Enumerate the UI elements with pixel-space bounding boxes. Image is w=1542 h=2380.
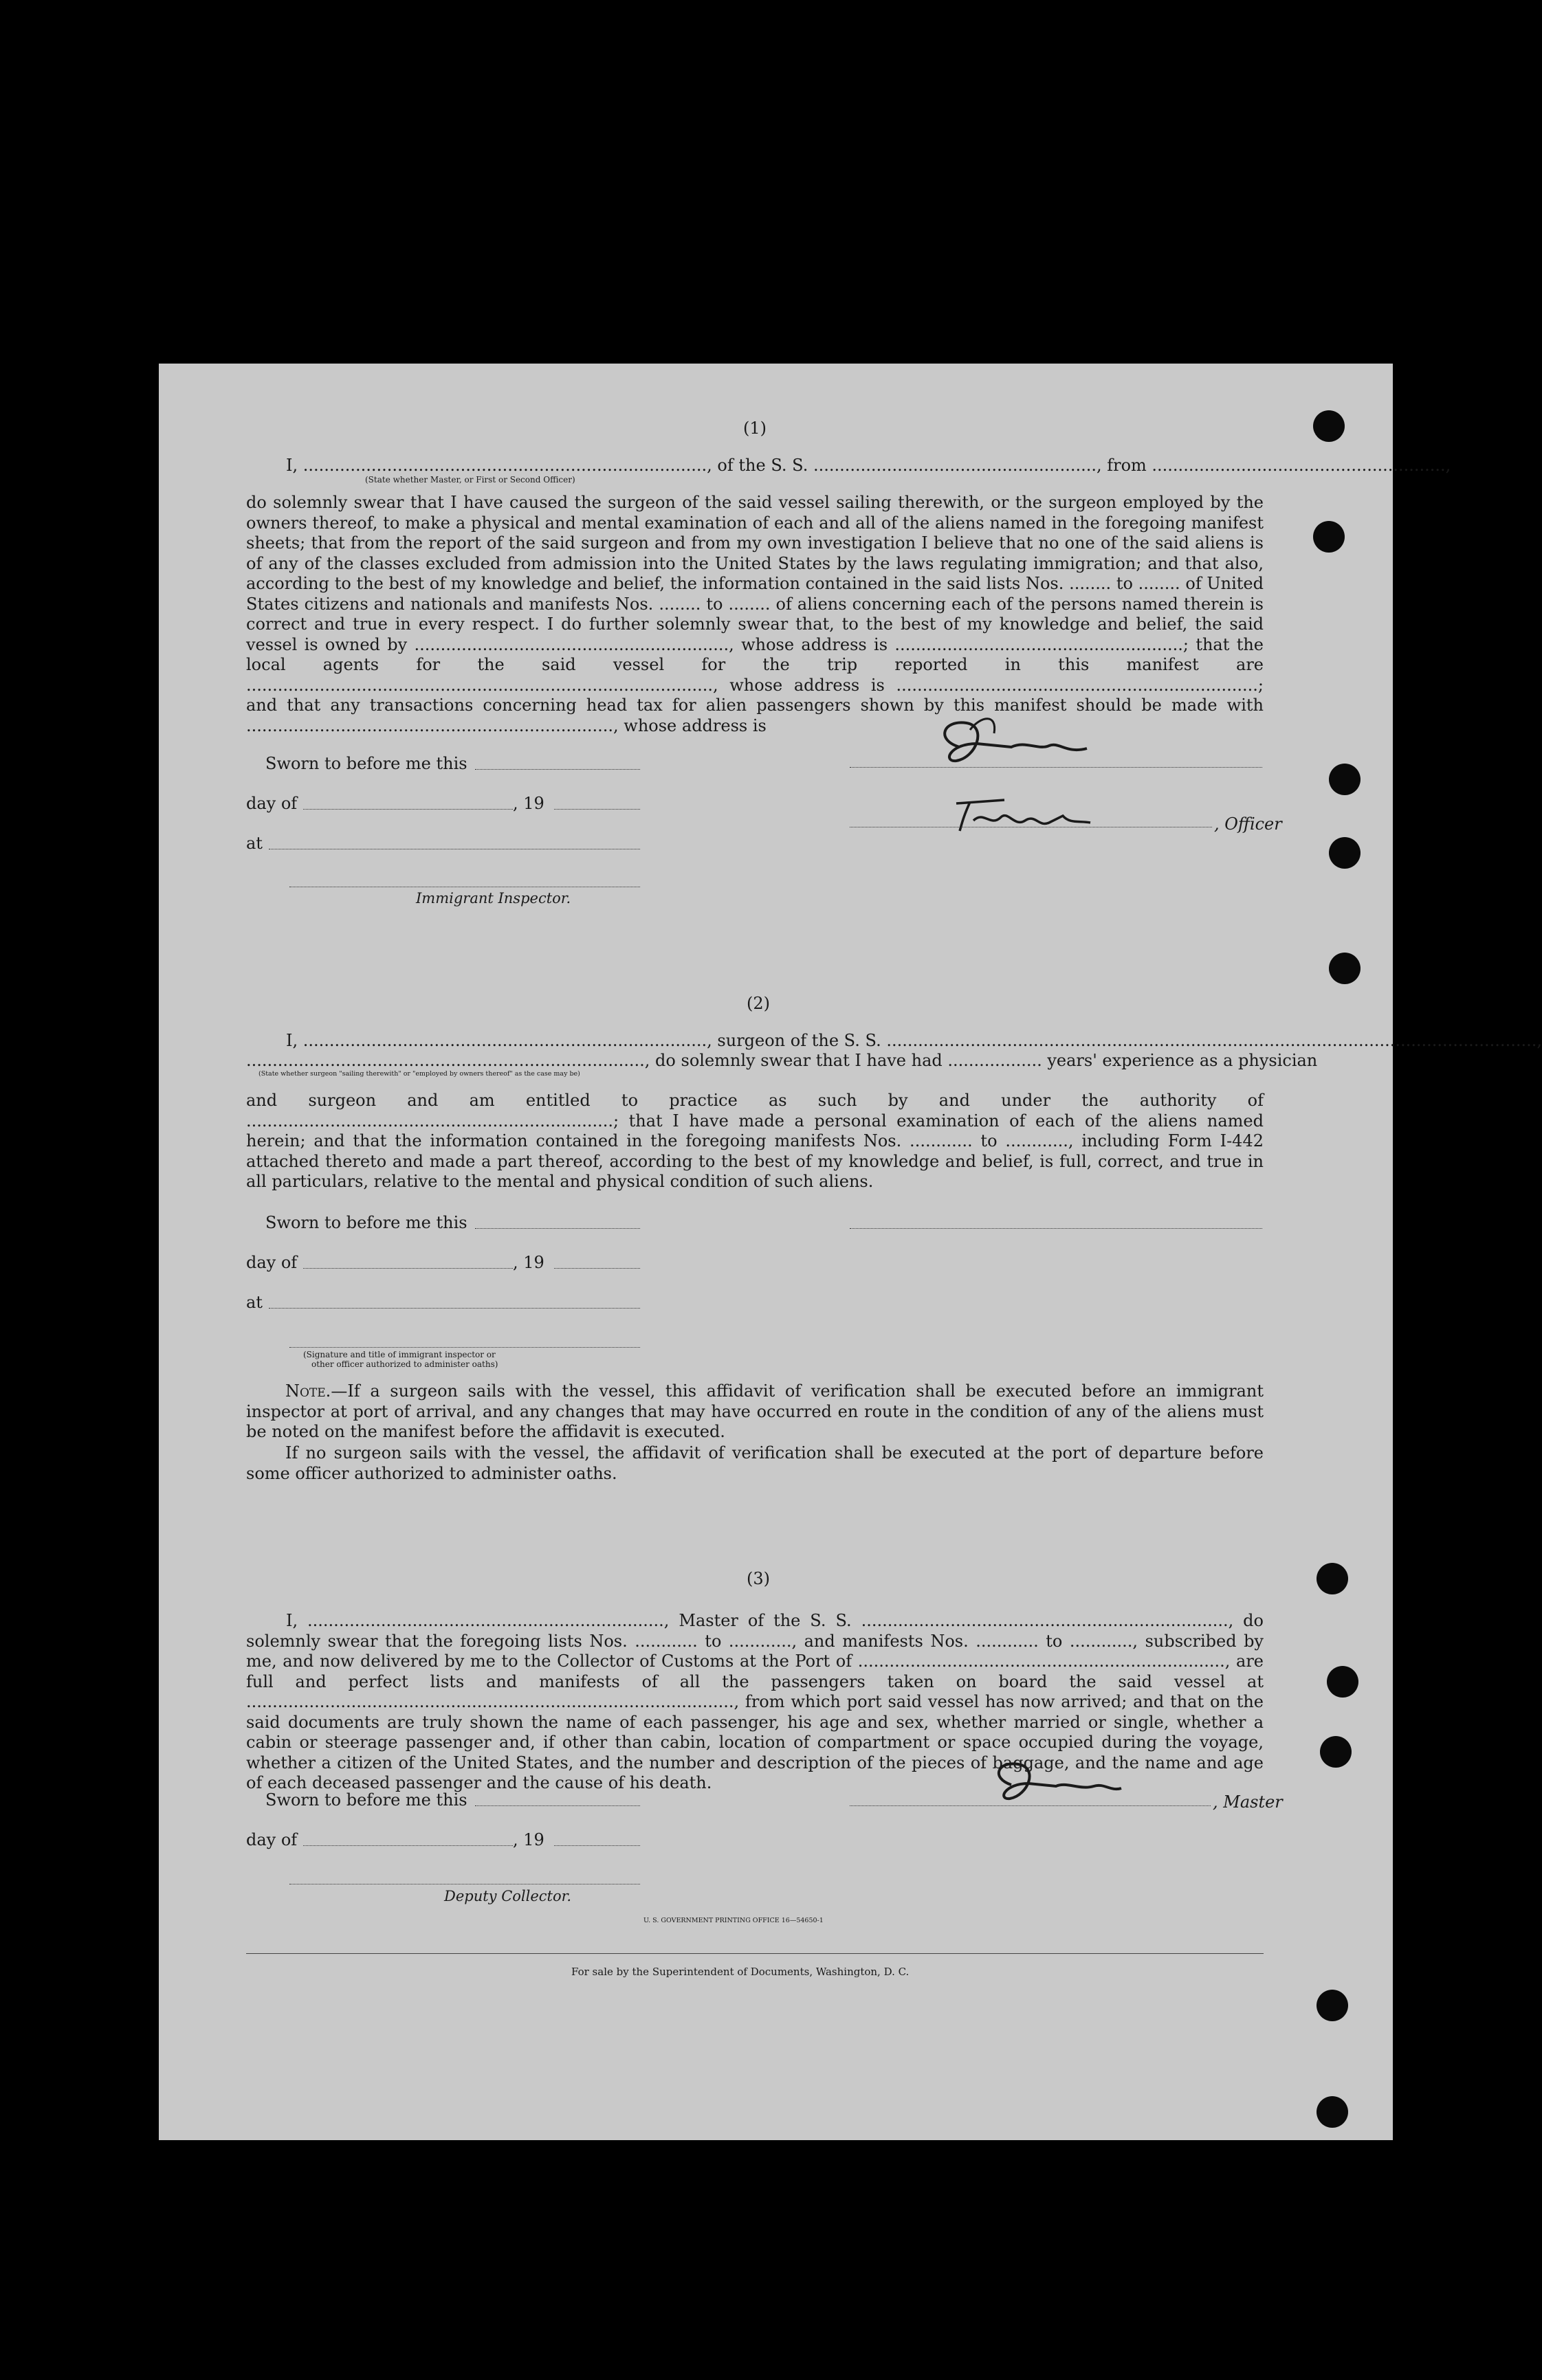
punch-hole	[1317, 2096, 1348, 2128]
punch-hole	[1329, 953, 1361, 984]
punch-hole	[1327, 1666, 1358, 1698]
section-2-surgeon-signature-line[interactable]	[850, 1228, 1262, 1229]
section-1-day-line[interactable]	[303, 809, 513, 810]
section-2-first-line: I, ............................................................................., surgeon of the S. S. ............................................................................................................................,	[286, 1031, 1542, 1050]
section-2-note-2: If no surgeon sails with the vessel, the affidavit of verification shall be executed at the port of departure before some officer authorized to administer oaths.	[246, 1443, 1264, 1483]
punch-hole	[1329, 764, 1361, 795]
section-2-signature-hint-2: other officer authorized to administer oaths)	[311, 1359, 498, 1369]
section-2-oath-text: and surgeon and am entitled to practice as such by and under the authority of ......................................................................; that I have made a personal examination of each of the aliens named herein; and that the information contained in the foregoing manifests Nos. ............ to ............, including Form I-442 attached thereto and made a part thereof, according to the best of my knowledge and belief, is full, correct, and true in all particulars, relative to the mental and physical condition of such aliens.	[246, 1091, 1264, 1191]
gpo-imprint: U. S. GOVERNMENT PRINTING OFFICE 16—54650-1	[643, 1917, 824, 1924]
section-1-officer-label: , Officer	[1214, 814, 1282, 834]
master-signature-1	[929, 706, 1121, 775]
punch-hole	[1329, 837, 1361, 869]
section-2-year-line[interactable]	[554, 1268, 640, 1269]
sale-notice: For sale by the Superintendent of Documents, Washington, D. C.	[571, 1966, 910, 1978]
section-1-sworn-line[interactable]	[475, 769, 640, 770]
officer-signature	[943, 790, 1121, 838]
section-3-sworn-label: Sworn to before me this	[265, 1790, 467, 1810]
section-3-day-line[interactable]	[303, 1845, 513, 1846]
note-text: —If a surgeon sails with the vessel, this affidavit of verification shall be executed before an immigrant inspector at port of arrival, and any changes that may have occurred en route in the condition of any of the aliens must be noted on the manifest before the affidavit is executed.	[246, 1381, 1264, 1441]
section-2-at-line[interactable]	[269, 1308, 640, 1309]
section-3-collector-label: Deputy Collector.	[444, 1888, 572, 1904]
section-2-day-label: day of	[246, 1253, 298, 1272]
master-signature-3	[984, 1750, 1128, 1812]
punch-hole	[1313, 410, 1345, 442]
section-2-at-label: at	[246, 1293, 263, 1312]
section-2-number: (2)	[747, 994, 770, 1013]
section-3-year-line[interactable]	[554, 1845, 640, 1846]
section-1-year-label: , 19	[513, 794, 544, 813]
section-1-day-label: day of	[246, 794, 298, 813]
section-1-sworn-label: Sworn to before me this	[265, 754, 467, 773]
section-3-year-label: , 19	[513, 1830, 544, 1849]
section-1-number: (1)	[743, 419, 767, 438]
section-3-number: (3)	[747, 1569, 770, 1588]
punch-hole	[1317, 1990, 1348, 2021]
section-1-first-line: I, ............................................................................., of the S. S. ......................................................, from ........................................................,	[286, 456, 1451, 475]
section-3-sworn-line[interactable]	[475, 1805, 640, 1806]
section-1-officer-hint: (State whether Master, or First or Second Officer)	[365, 475, 575, 485]
section-2-signature-hint-1: (Signature and title of immigrant inspector or	[303, 1350, 496, 1359]
punch-hole	[1317, 1563, 1348, 1594]
section-2-day-line[interactable]	[303, 1268, 513, 1269]
section-3-oath-text: I, ...................................................................., Master of the S. S. ......................................................................, do solemnly swear that the foregoing lists Nos. ............ to ............, and manifests Nos. ............ to ............, subscribed by me, and now delivered by me to the Collector of Customs at the Port of ......................................................................, are full and perfect lists and manifests of all the passengers taken on board the said vessel at ............................................................................................., from which port said vessel has now arrived; and that on the said documents are truly shown the name of each passenger, his age and sex, whether married or single, whether a cabin or steerage passenger and, if other than cabin, location of compartment or space occupied during the voyage, whether a citizen of the United States, and the number and description of the pieces of baggage, and the name and age of each deceased passenger and the cause of his death.	[246, 1611, 1264, 1792]
section-2-year-label: , 19	[513, 1253, 544, 1272]
section-2-surgeon-hint: (State whether surgeon "sailing therewith" or "employed by owners thereof" as the case may be)	[258, 1070, 580, 1078]
punch-hole	[1313, 521, 1345, 553]
section-1-oath-text: do solemnly swear that I have caused the surgeon of the said vessel sailing therewith, or the surgeon employed by the owners thereof, to make a physical and mental examination of each and all of the aliens named in the foregoing manifest sheets; that from the report of the said surgeon and from my own investigation I believe that no one of the said aliens is of any of the classes excluded from admission into the United States by the laws regulating immigration; and that also, according to the best of my knowledge and belief, the information contained in the said lists Nos. ........ to ........ of United States citizens and nationals and manifests Nos. ........ to ........ of aliens concerning each of the persons named therein is correct and true in every respect. I do further solemnly swear that, to the best of my knowledge and belief, the said vessel is owned by ............................................................, whose address is .......................................................; that the local agents for the said vessel for the trip reported in this manifest are ........................................................................................., whose address is .....................................................................; and that any transactions concerning head tax for alien passengers shown by this manifest should be made with ......................................................................, whose address is	[246, 493, 1264, 735]
section-1-inspector-label: Immigrant Inspector.	[416, 890, 571, 907]
section-2-second-line: ............................................................................, do solemnly swear that I have had .................. years' experience as a physician	[246, 1051, 1318, 1070]
section-2-sworn-label: Sworn to before me this	[265, 1213, 467, 1232]
section-1-year-line[interactable]	[554, 809, 640, 810]
manifest-verification-page	[159, 364, 1542, 2140]
section-2-sworn-line[interactable]	[475, 1228, 640, 1229]
section-3-day-label: day of	[246, 1830, 298, 1849]
section-2-inspector-line[interactable]	[289, 1347, 640, 1348]
section-1-at-label: at	[246, 834, 263, 853]
footer-rule	[246, 1953, 1264, 1954]
punch-hole	[1320, 1736, 1352, 1768]
section-3-master-label: , Master	[1213, 1792, 1283, 1812]
section-2-note	[246, 1381, 1264, 1443]
note-label: Note.	[285, 1381, 331, 1401]
